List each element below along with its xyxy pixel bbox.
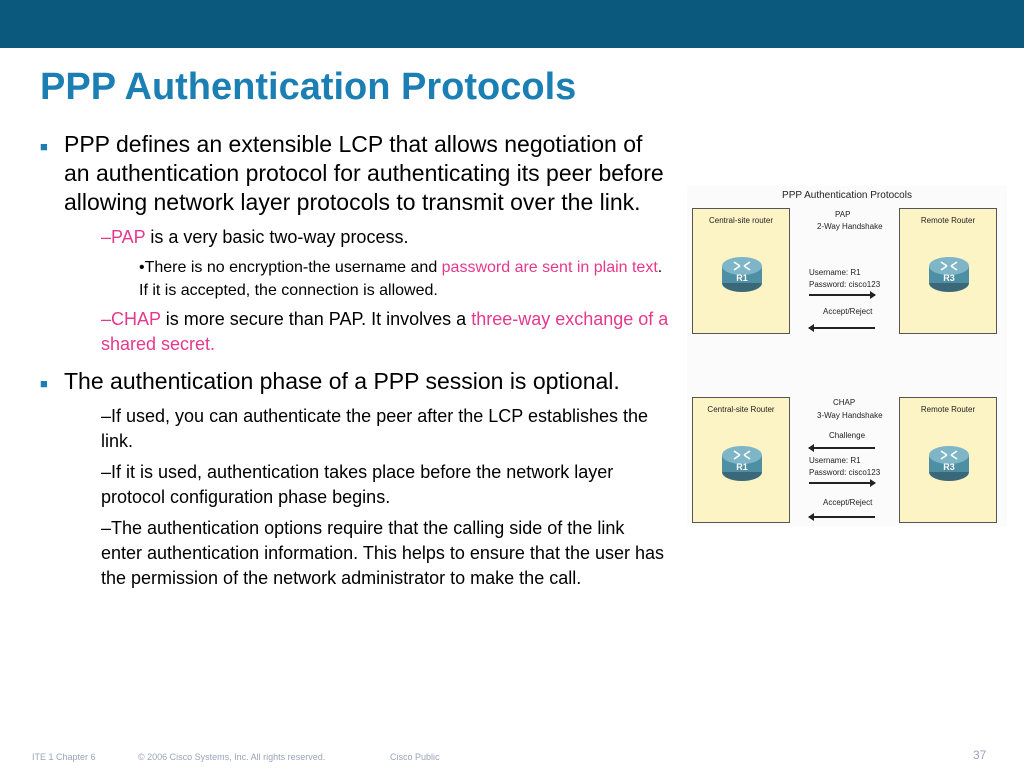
pap-protocol-label: PAP — [835, 210, 851, 219]
bullet-text: PPP defines an extensible LCP that allows negotiation of an authentication protocol for authenticating its peer before allowing network layer protocols to transmit over the link. — [64, 131, 664, 215]
sub-bullet-chap — [40, 307, 670, 357]
pap-central-router-box — [692, 208, 790, 334]
footer-classification: Cisco Public — [390, 752, 440, 762]
pap-handshake-label: 2-Way Handshake — [817, 222, 883, 231]
footer-chapter: ITE 1 Chapter 6 — [32, 752, 96, 762]
chap-remote-router-box — [899, 397, 997, 523]
chap-handshake-label: 3-Way Handshake — [817, 411, 883, 420]
sub-sub-bullet-encryption — [40, 256, 670, 302]
sub-bullet-calling-side: –The authentication options require that the calling side of the link enter authentication information. This helps to ensure that the user has the permission of the network administrator to make the call. — [101, 518, 665, 588]
shared-secret-highlight: three-way exchange of a shared secret. — [101, 309, 669, 354]
arrow-right-icon — [809, 482, 875, 484]
arrow-left-icon — [809, 516, 875, 518]
chap-password: Password: cisco123 — [809, 468, 881, 477]
arrow-right-icon — [809, 294, 875, 296]
box-label: Central-site router — [708, 216, 774, 225]
slide-body — [40, 130, 670, 601]
router-icon — [720, 253, 764, 297]
bullet-ppp-lcp — [40, 130, 670, 217]
pap-remote-router-box — [899, 208, 997, 334]
arrow-left-icon — [809, 447, 875, 449]
encryption-suffix: . If it is accepted, the connection is allowed. — [139, 259, 663, 299]
box-label: Remote Router — [920, 216, 976, 225]
slide-title: PPP Authentication Protocols — [40, 66, 577, 108]
header-bar — [0, 0, 1024, 48]
sub-bullet-before-ncp: –If it is used, authentication takes place before the network layer protocol configuration phase begins. — [101, 462, 614, 507]
chap-description: is more secure than PAP. It involves a — [160, 309, 472, 329]
plain-text-highlight: password are sent in plain text — [441, 259, 658, 276]
square-bullet-icon: ■ — [40, 376, 48, 391]
pap-username: Username: R1 — [809, 268, 861, 277]
box-label: Remote Router — [920, 405, 976, 414]
arrow-left-icon — [809, 327, 875, 329]
bullet-auth-phase — [40, 367, 670, 396]
square-bullet-icon: ■ — [40, 139, 48, 154]
router-icon — [927, 442, 971, 486]
bullet-text: The authentication phase of a PPP session is optional. — [64, 368, 620, 394]
pap-term: –PAP — [101, 227, 146, 247]
pap-password: Password: cisco123 — [809, 280, 881, 289]
diagram-title: PPP Authentication Protocols — [782, 190, 912, 201]
chap-protocol-label: CHAP — [833, 398, 856, 407]
page-number: 37 — [973, 748, 987, 762]
footer-copyright: © 2006 Cisco Systems, Inc. All rights reserved. — [138, 752, 326, 762]
router-label: R3 — [943, 462, 955, 472]
chap-central-router-box — [692, 397, 790, 523]
router-icon — [927, 253, 971, 297]
pap-accept-reject: Accept/Reject — [823, 307, 873, 316]
sub-bullet-pap — [40, 225, 670, 250]
chap-challenge: Challenge — [829, 431, 866, 440]
sub-bullet-if-used: –If used, you can authenticate the peer after the LCP establishes the link. — [101, 406, 649, 451]
encryption-prefix: •There is no encryption-the username and — [139, 259, 442, 276]
chap-term: –CHAP — [101, 309, 161, 329]
box-label: Central-site Router — [707, 405, 775, 414]
router-label: R3 — [943, 273, 955, 283]
router-label: R1 — [736, 273, 748, 283]
router-icon — [720, 442, 764, 486]
chap-username: Username: R1 — [809, 456, 861, 465]
auth-protocols-diagram — [687, 186, 1007, 526]
pap-description: is a very basic two-way process. — [145, 227, 409, 247]
chap-accept-reject: Accept/Reject — [823, 498, 873, 507]
router-label: R1 — [736, 462, 748, 472]
